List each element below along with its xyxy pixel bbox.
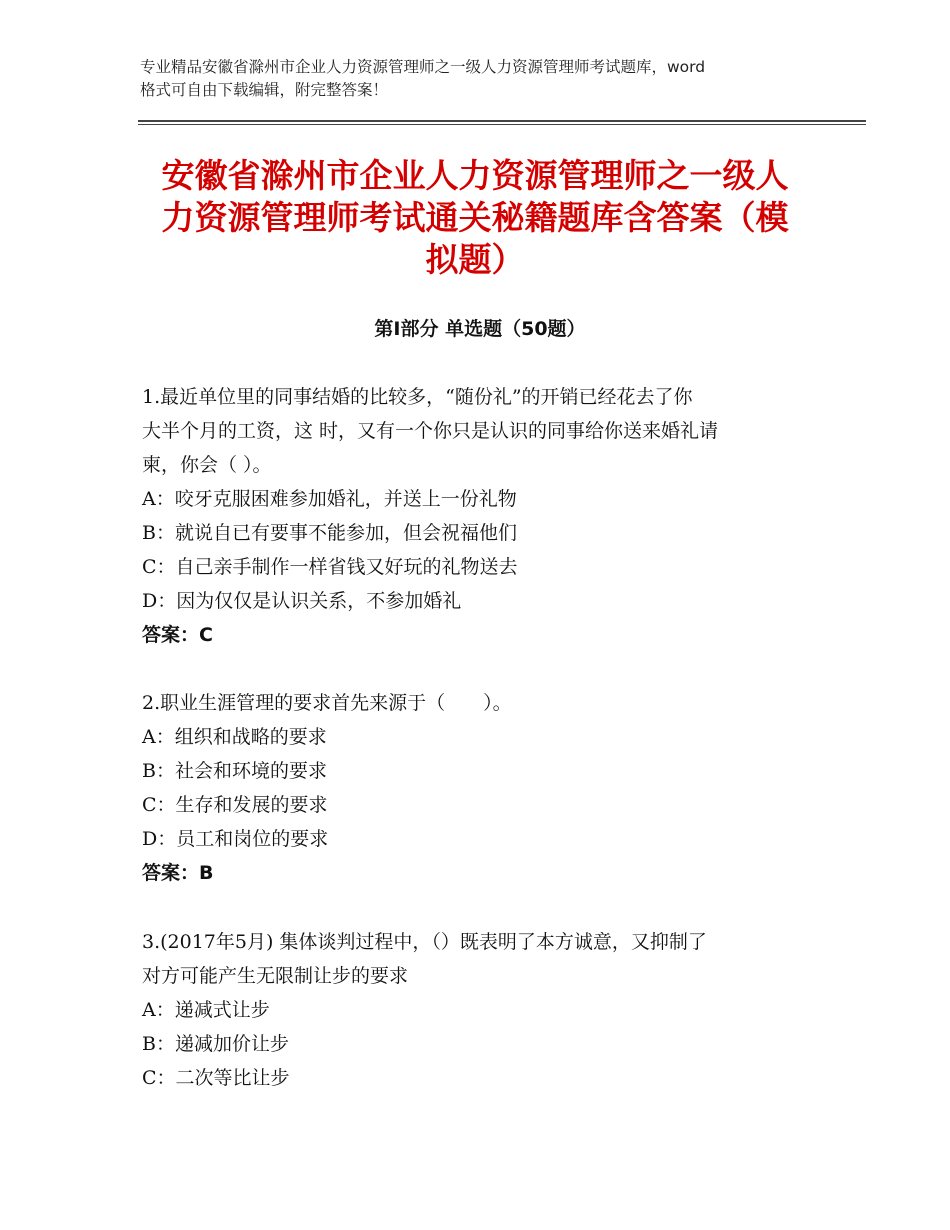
header-note (140, 56, 820, 102)
option-c: C：二次等比让步 (142, 1067, 290, 1089)
answer-label: 答案：C (142, 624, 213, 646)
header-divider-thick (138, 120, 866, 122)
question-2 (142, 686, 814, 890)
header-note-line-2: 格式可自由下载编辑，附完整答案！ (140, 81, 389, 99)
option-a: A：咬牙克服困难参加婚礼，并送上一份礼物 (142, 488, 517, 510)
document-title (130, 155, 820, 281)
option-c: C：自己亲手制作一样省钱又好玩的礼物送去 (142, 556, 518, 578)
option-a: A：递减式让步 (142, 999, 270, 1021)
option-d: D：因为仅仅是认识关系，不参加婚礼 (142, 590, 462, 612)
question-1 (142, 380, 814, 652)
header-divider-thin (138, 124, 866, 125)
header-note-line-1: 专业精品安徽省滁州市企业人力资源管理师之一级人力资源管理师考试题库，word (140, 58, 706, 76)
option-b: B：递减加价让步 (142, 1033, 289, 1055)
option-a: A：组织和战略的要求 (142, 726, 327, 748)
document-title-line-3: 拟题） (425, 240, 525, 279)
document-title-line-2: 力资源管理师考试通关秘籍题库含答案（模 (161, 198, 789, 237)
document-title-line-1: 安徽省滁州市企业人力资源管理师之一级人 (161, 156, 789, 195)
question-stem-line: 柬，你会（ ）。 (142, 454, 272, 476)
answer-label: 答案：B (142, 862, 214, 884)
option-b: B：就说自已有要事不能参加，但会祝福他们 (142, 522, 517, 544)
section-title: 第Ⅰ部分 单选题（50题） (374, 318, 586, 340)
question-stem-line: 对方可能产生无限制让步的要求 (142, 965, 409, 987)
question-stem-line: 2.职业生涯管理的要求首先来源于（ ）。 (142, 692, 512, 714)
option-c: C：生存和发展的要求 (142, 794, 328, 816)
question-stem-line: 大半个月的工资，这 时，又有一个你只是认识的同事给你送来婚礼请 (142, 420, 719, 442)
question-stem-line: 3.(2017年5月) 集体谈判过程中，（）既表明了本方诚意，又抑制了 (142, 931, 707, 953)
option-d: D：员工和岗位的要求 (142, 828, 329, 850)
option-b: B：社会和环境的要求 (142, 760, 327, 782)
question-3 (142, 925, 814, 1095)
question-stem-line: 1.最近单位里的同事结婚的比较多，“随份礼”的开销已经花去了你 (142, 386, 693, 408)
